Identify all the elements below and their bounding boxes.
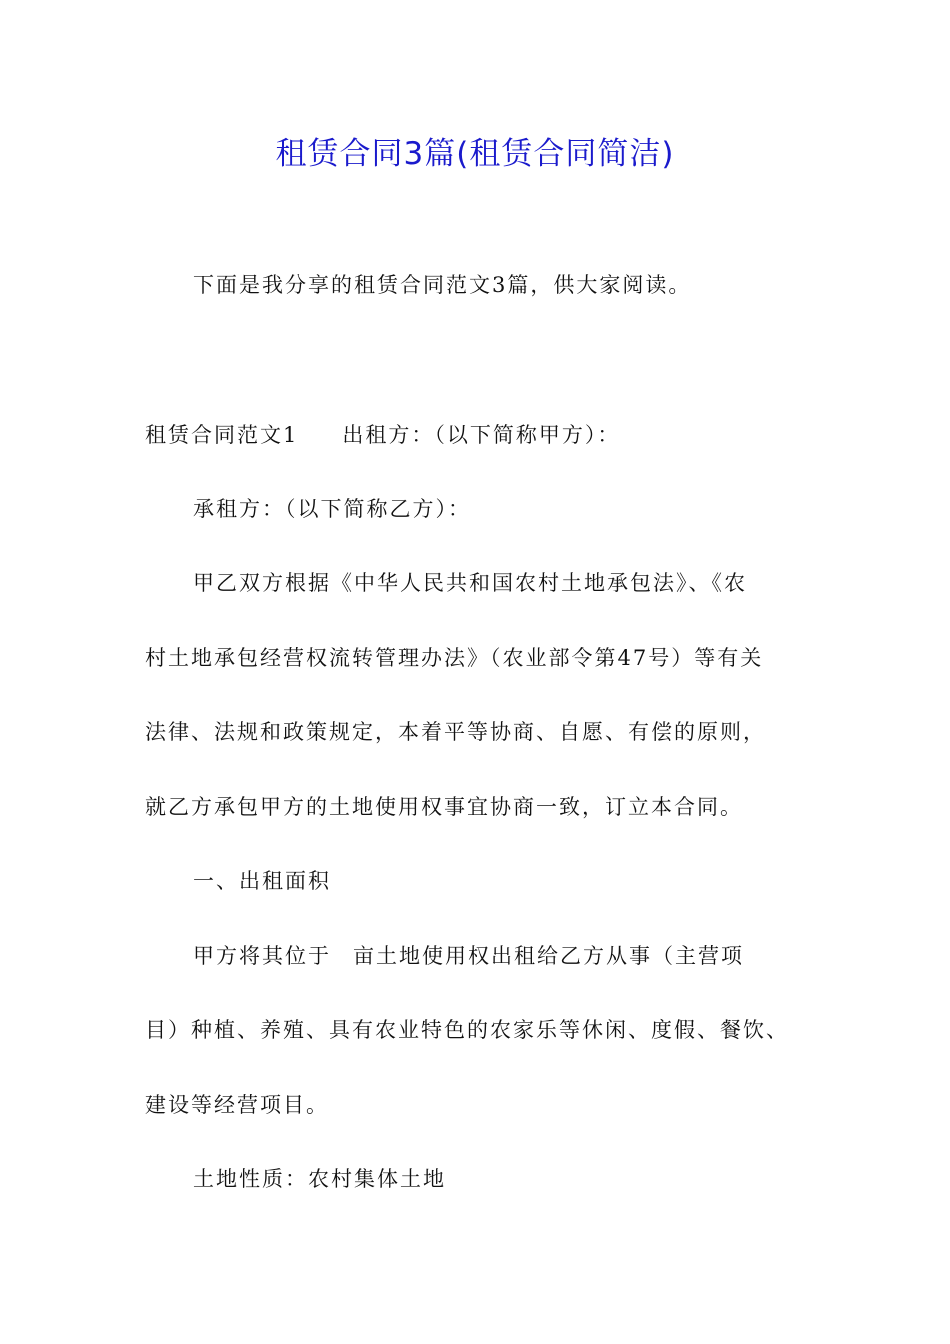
intro-text: 下面是我分享的租赁合同范文3篇，供大家阅读。 — [193, 273, 692, 297]
paragraph-line: 就乙方承包甲方的土地使用权事宜协商一致，订立本合同。 — [145, 795, 743, 819]
land-nature-text: 土地性质：农村集体土地 — [193, 1167, 446, 1191]
lessee-text: 承租方：（以下简称乙方）： — [193, 497, 471, 521]
section-header-line — [145, 420, 620, 450]
paragraph-line: 法律、法规和政策规定，本着平等协商、自愿、有偿的原则， — [145, 720, 766, 744]
paragraph-line: 目）种植、养殖、具有农业特色的农家乐等休闲、度假、餐饮、 — [145, 1018, 789, 1042]
paragraph-line: 甲乙双方根据《中华人民共和国农村土地承包法》、《农 — [193, 571, 747, 595]
lessor-text: 出租方：（以下简称甲方）： — [342, 423, 621, 447]
paragraph-line: 建设等经营项目。 — [145, 1093, 329, 1117]
para2-rest: 亩土地使用权出租给乙方从事（主营项 — [353, 944, 744, 968]
para2-start: 甲方将其位于 — [193, 944, 331, 968]
section-heading: 一、出租面积 — [193, 869, 331, 893]
document-title: 租赁合同3篇(租赁合同简洁) — [275, 136, 675, 172]
section-label: 租赁合同范文1 — [145, 423, 299, 447]
paragraph-line: 村土地承包经营权流转管理办法》（农业部令第47号）等有关 — [145, 646, 764, 670]
paragraph-line — [193, 941, 744, 971]
